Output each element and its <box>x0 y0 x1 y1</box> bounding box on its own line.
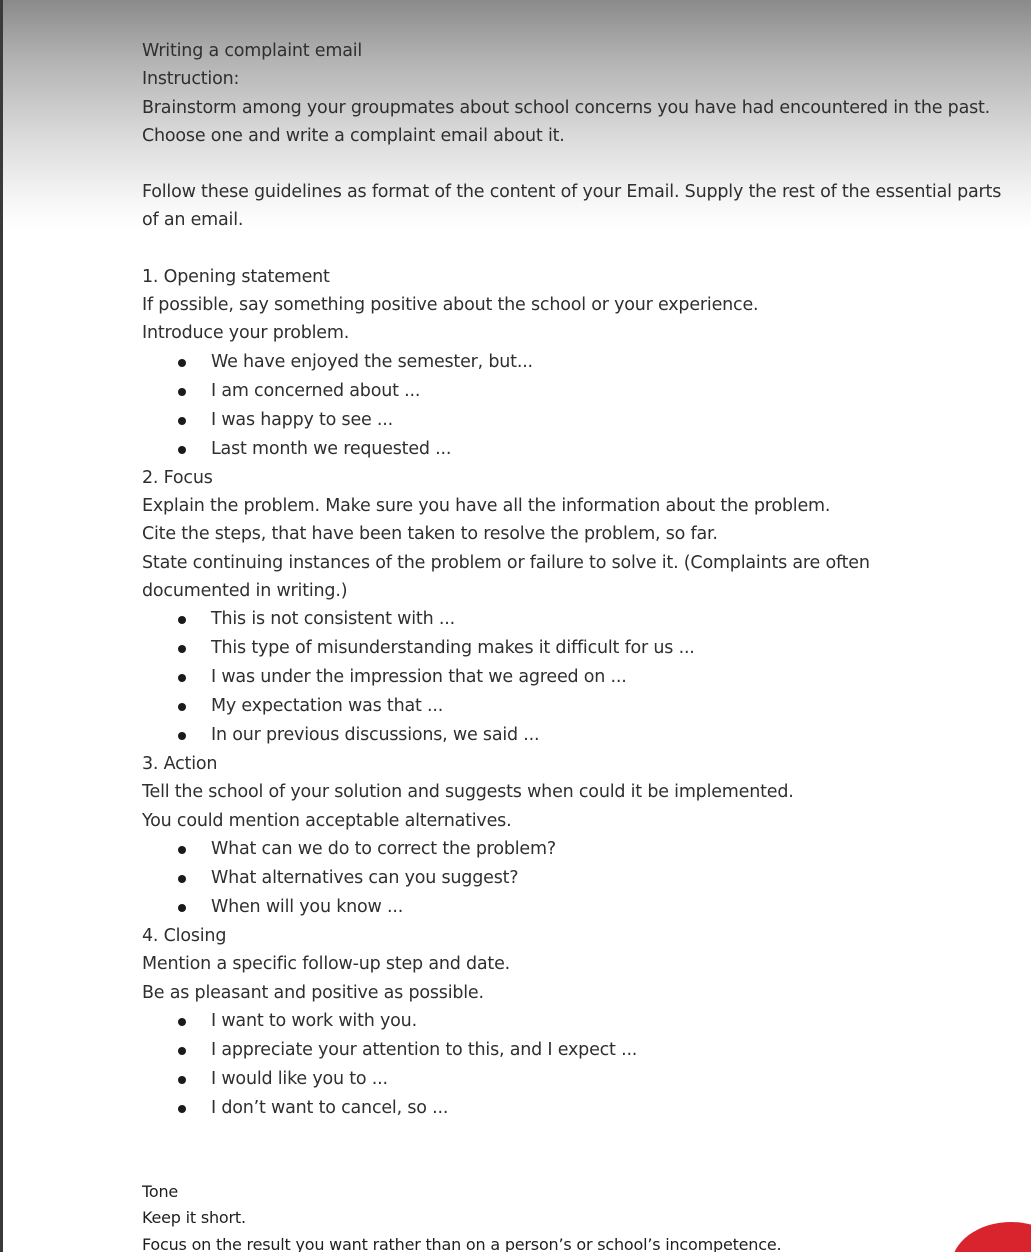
list-item: I don’t want to cancel, so ... <box>142 1094 1022 1123</box>
bullet-icon <box>178 875 186 883</box>
list-item: Last month we requested ... <box>142 435 1022 464</box>
list-item: We have enjoyed the semester, but... <box>142 348 1022 377</box>
section-action <box>142 750 1022 922</box>
section-line: Explain the problem. Make sure you have all the information about the problem. <box>142 495 831 516</box>
bullet-icon <box>178 645 186 653</box>
bullet-list <box>142 605 1022 750</box>
section-line: Be as pleasant and positive as possible. <box>142 982 484 1003</box>
section-tone <box>142 1179 1022 1252</box>
section-heading: 4. Closing <box>142 926 227 947</box>
bullet-list <box>142 348 1022 464</box>
section-heading: 3. Action <box>142 754 218 775</box>
list-item: I want to work with you. <box>142 1007 1022 1036</box>
section-line: Focus on the result you want rather than on a person’s or school’s incompetence. <box>142 1234 782 1252</box>
bullet-icon <box>178 446 186 454</box>
document-content <box>142 37 1022 1252</box>
list-item: My expectation was that ... <box>142 692 1022 721</box>
list-item: In our previous discussions, we said ... <box>142 721 1022 750</box>
section-heading: Tone <box>142 1181 179 1201</box>
section-line: Keep it short. <box>142 1208 246 1228</box>
bullet-list <box>142 835 1022 922</box>
list-item: What can we do to correct the problem? <box>142 835 1022 864</box>
bullet-icon <box>178 388 186 396</box>
list-item: When will you know ... <box>142 893 1022 922</box>
bullet-icon <box>178 904 186 912</box>
section-line: Cite the steps, that have been taken to resolve the problem, so far. <box>142 524 718 545</box>
section-closing <box>142 922 1022 1123</box>
section-opening-statement <box>142 263 1022 464</box>
section-line: Mention a specific follow-up step and date. <box>142 954 511 975</box>
bullet-icon <box>178 616 186 624</box>
section-heading: 1. Opening statement <box>142 266 330 287</box>
list-item: I appreciate your attention to this, and I expect ... <box>142 1036 1022 1065</box>
guidelines-text: Follow these guidelines as format of the content of your Email. Supply the rest of the essential parts of an email. <box>142 182 1002 231</box>
bullet-icon <box>178 359 186 367</box>
section-line: If possible, say something positive about the school or your experience. <box>142 295 759 316</box>
section-focus <box>142 464 1022 750</box>
bullet-icon <box>178 1018 186 1026</box>
section-line: documented in writing.) <box>142 580 348 601</box>
bullet-icon <box>178 1076 186 1084</box>
section-line: You could mention acceptable alternatives. <box>142 810 512 831</box>
list-item: I was happy to see ... <box>142 406 1022 435</box>
bullet-icon <box>178 417 186 425</box>
document-title: Writing a complaint email <box>142 41 363 61</box>
instruction-text: Brainstorm among your groupmates about school concerns you have had encountered in the past. Choose one and write a complaint email about it. <box>142 97 991 146</box>
section-heading: 2. Focus <box>142 467 213 488</box>
instruction-label: Instruction: <box>142 69 240 90</box>
list-item: This type of misunderstanding makes it difficult for us ... <box>142 634 1022 663</box>
bullet-icon <box>178 846 186 854</box>
section-line: Tell the school of your solution and suggests when could it be implemented. <box>142 782 794 803</box>
bullet-icon <box>178 732 186 740</box>
bullet-icon <box>178 1105 186 1113</box>
section-line: Introduce your problem. <box>142 323 350 344</box>
bullet-icon <box>178 703 186 711</box>
list-item: What alternatives can you suggest? <box>142 864 1022 893</box>
list-item: I am concerned about ... <box>142 377 1022 406</box>
bullet-list <box>142 1007 1022 1123</box>
list-item: I would like you to ... <box>142 1065 1022 1094</box>
list-item: I was under the impression that we agreed on ... <box>142 663 1022 692</box>
section-line: State continuing instances of the problem or failure to solve it. (Complaints are often <box>142 552 870 573</box>
bullet-icon <box>178 1047 186 1055</box>
bullet-icon <box>178 674 186 682</box>
list-item: This is not consistent with ... <box>142 605 1022 634</box>
